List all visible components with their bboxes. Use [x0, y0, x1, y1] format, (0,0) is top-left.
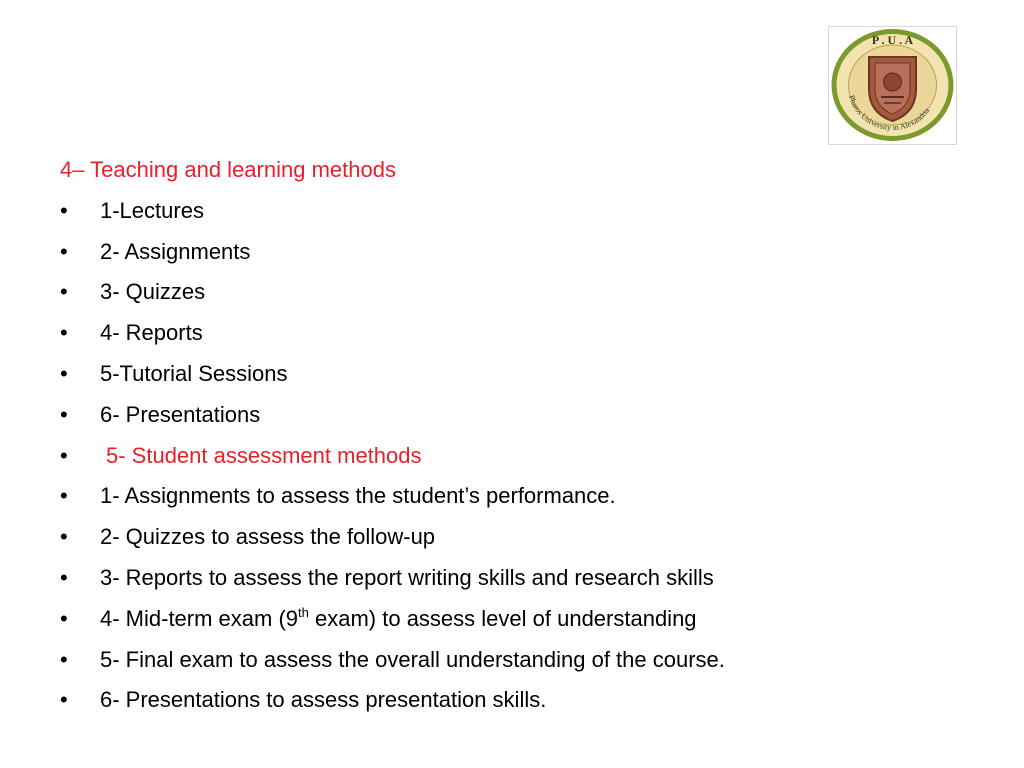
bullet: • [60, 646, 68, 672]
method-item-presentations: 6- Presentations [100, 401, 261, 427]
list-item [60, 436, 960, 477]
assessment-item-presentations: 6- Presentations to assess presentation skills. [100, 687, 547, 713]
method-item-quizzes: 3- Quizzes [100, 279, 206, 305]
assessment-item-final-exam: 5- Final exam to assess the overall understanding of the course. [100, 646, 725, 672]
section-heading-teaching-methods: 4– Teaching and learning methods [60, 157, 396, 182]
method-item-tutorial-sessions: 5-Tutorial Sessions [100, 360, 288, 386]
method-item-assignments: 2- Assignments [100, 238, 251, 264]
bullet: • [60, 401, 68, 427]
assessment-item-assignments: 1- Assignments to assess the student’s performance. [100, 483, 616, 509]
list-item [60, 272, 960, 313]
bullet: • [60, 197, 68, 223]
bullet: • [60, 279, 68, 305]
list-item [60, 395, 960, 436]
list-item [60, 599, 960, 640]
logo-ring-text: Pharos University in Alexandria [846, 94, 932, 133]
assessment-item-quizzes: 2- Quizzes to assess the follow-up [100, 524, 436, 550]
logo-letters: P . U . A [871, 33, 914, 47]
bullet: • [60, 605, 68, 631]
university-seal-icon [829, 27, 956, 144]
midterm-suffix: exam) to assess level of understanding [308, 605, 697, 631]
method-item-reports: 4- Reports [100, 320, 203, 346]
bullet: • [60, 564, 68, 590]
midterm-superscript: th [298, 604, 309, 620]
assessment-item-reports: 3- Reports to assess the report writing skills and research skills [100, 564, 714, 590]
bullet: • [60, 320, 68, 346]
bullet: • [60, 442, 68, 468]
assessment-item-midterm [100, 599, 697, 640]
bullet: • [60, 483, 68, 509]
list-item [60, 232, 960, 273]
bullet: • [60, 238, 68, 264]
list-item [60, 680, 960, 721]
list-item [60, 476, 960, 517]
university-logo [828, 26, 957, 145]
bullet: • [60, 360, 68, 386]
list-item [60, 313, 960, 354]
bullet: • [60, 687, 68, 713]
midterm-prefix: 4- Mid-term exam (9 [100, 605, 299, 631]
list-item [60, 517, 960, 558]
list-item [60, 191, 960, 232]
list-item [60, 354, 960, 395]
section-heading-assessment-methods: 5- Student assessment methods [106, 442, 422, 468]
bullet: • [60, 524, 68, 550]
list-item [60, 558, 960, 599]
method-item-lectures: 1-Lectures [100, 197, 204, 223]
slide-content [60, 150, 960, 721]
list-item [60, 640, 960, 681]
